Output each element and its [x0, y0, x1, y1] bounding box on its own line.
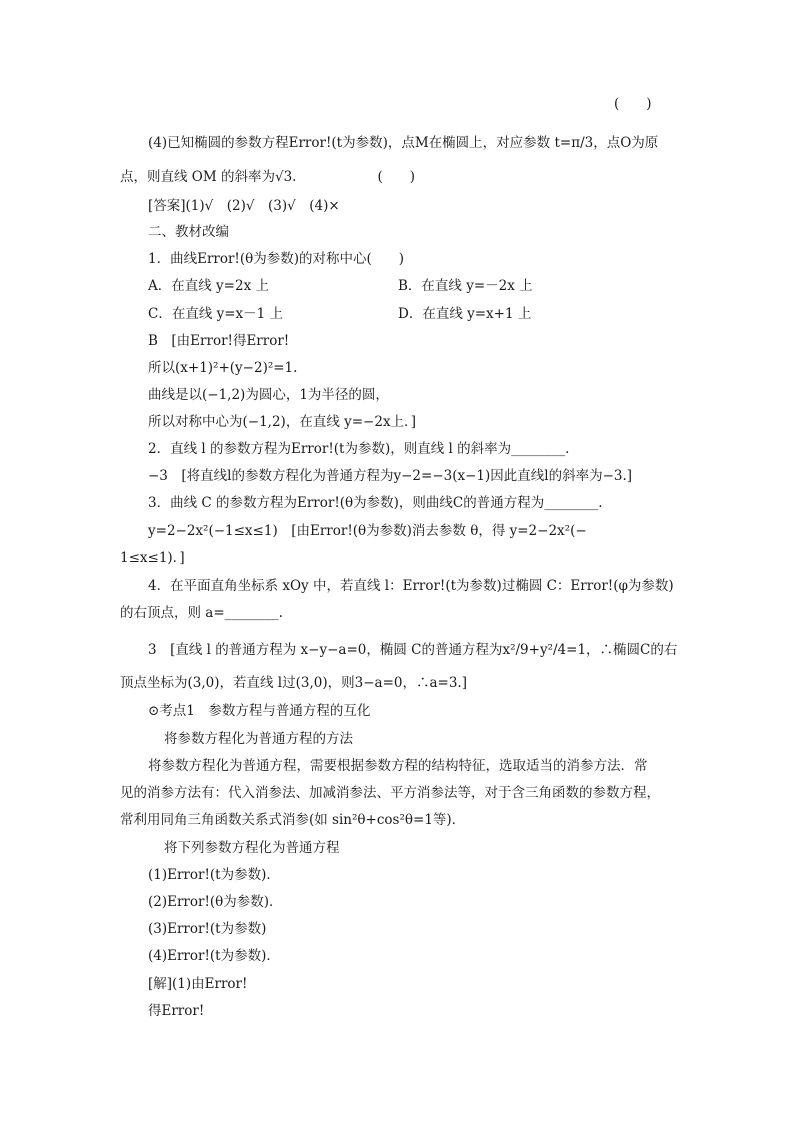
section-heading-textbook: 二、教材改编: [148, 224, 229, 240]
option-b: B．在直线 y=－2x 上: [398, 278, 533, 294]
problem-4-stem-2: 的右顶点，则 a=________.: [120, 605, 283, 621]
problem-3-solution-2: 1≤x≤1)．]: [120, 550, 185, 566]
problem-1-solution-2: 所以(x+1)²+(y−2)²=1.: [148, 360, 298, 376]
method-paragraph-3: 常利用同角三角函数关系式消参(如 sin²θ+cos²θ=1等)．: [120, 812, 466, 828]
option-a: A．在直线 y=2x 上: [148, 278, 269, 294]
solution-start: [解](1)由Error!: [148, 976, 248, 992]
problem-3-stem: 3．曲线 C 的参数方程为Error!(θ为参数)，则曲线C的普通方程为________.: [148, 495, 603, 511]
example-item-1: (1)Error!(t为参数)．: [148, 867, 280, 883]
problem-1-solution-4: 所以对称中心为(−1,2)，在直线 y=−2x上．]: [148, 414, 417, 430]
problem-2-solution: −3 [将直线l的参数方程化为普通方程为y−2=−3(x−1)因此直线l的斜率为−3.]: [148, 468, 633, 484]
option-c: C．在直线 y=x－1 上: [148, 306, 284, 322]
problem-4-stem-1: 4．在平面直角坐标系 xOy 中，若直线 l：Error!(t为参数)过椭圆 C：Error!(φ为参数): [148, 578, 674, 594]
method-heading: 将参数方程化为普通方程的方法: [164, 731, 353, 747]
method-paragraph-1: 将参数方程化为普通方程，需要根据参数方程的结构特征，选取适当的消参方法．常: [148, 758, 648, 774]
example-item-2: (2)Error!(θ为参数)．: [148, 894, 283, 910]
method-paragraph-2: 见的消参方法有：代入消参法、加减消参法、平方消参法等，对于含三角函数的参数方程，: [120, 785, 660, 801]
problem-4-solution-1: 3 [直线 l 的普通方程为 x−y−a=0，椭圆 C的普通方程为x²/9+y²/4=1，∴椭圆C的右: [148, 642, 678, 658]
problem-1-solution-3: 曲线是以(−1,2)为圆心，1为半径的圆，: [148, 387, 389, 403]
example-item-4: (4)Error!(t为参数)．: [148, 948, 280, 964]
solution-step: 得Error!: [148, 1003, 205, 1019]
answer-key: [答案](1)√ (2)√ (3)√ (4)×: [148, 198, 340, 214]
example-heading: 将下列参数方程化为普通方程: [164, 840, 340, 856]
problem-3-solution-1: y=2−2x²(−1≤x≤1) [由Error!(θ为参数)消去参数 θ，得 y=2−2x²(−: [148, 523, 587, 539]
topic-1-heading: ⊙考点1 参数方程与普通方程的互化: [148, 703, 371, 719]
problem-1-solution-1: B [由Error!得Error!: [148, 333, 290, 349]
question-4-line1: (4)已知椭圆的参数方程Error!(t为参数)，点M在椭圆上，对应参数 t=π/3，点O为原: [148, 135, 659, 151]
example-item-3: (3)Error!(t为参数): [148, 921, 267, 937]
question-4-line2: 点，则直线 OM 的斜率为√3. ( ): [120, 169, 415, 185]
problem-1-stem: 1．曲线Error!(θ为参数)的对称中心( ): [148, 251, 405, 267]
problem-2-stem: 2．直线 l 的参数方程为Error!(t为参数)，则直线 l 的斜率为________.: [148, 441, 570, 457]
option-d: D．在直线 y=x+1 上: [398, 306, 532, 322]
problem-4-solution-2: 顶点坐标为(3,0)，若直线 l过(3,0)，则3−a=0，∴a=3.]: [120, 675, 467, 691]
answer-bracket-3: ( ): [614, 96, 652, 112]
